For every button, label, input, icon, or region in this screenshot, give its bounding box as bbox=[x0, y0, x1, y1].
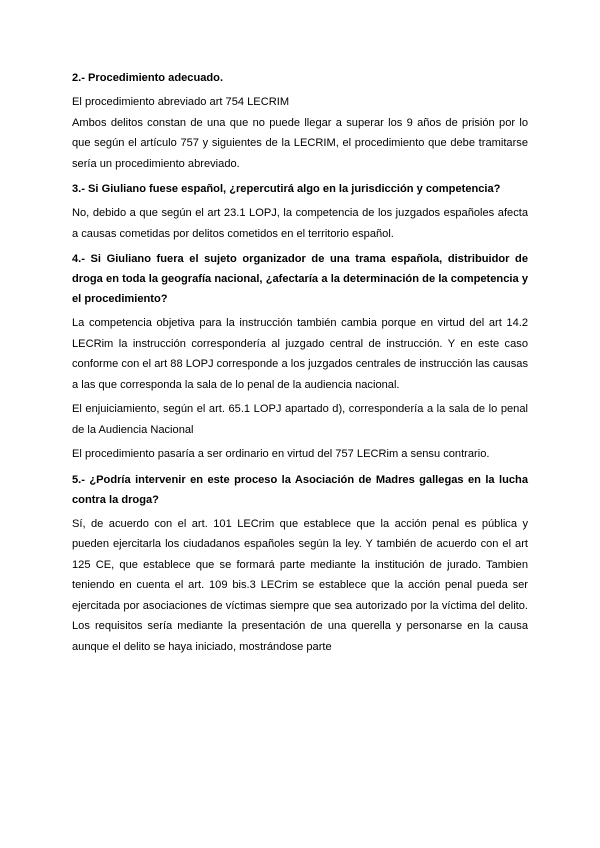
section-2-heading: 2.- Procedimiento adecuado. bbox=[72, 72, 224, 84]
document-body bbox=[72, 68, 528, 657]
section-4-heading: 4.- Si Giuliano fuera el sujeto organizador de una trama española, distribuidor de droga en toda la geografía nacional, ¿afectaría a la determinación de la competencia y el procedimiento? bbox=[72, 253, 528, 305]
section-3-paragraph-1: No, debido a que según el art 23.1 LOPJ, la competencia de los juzgados españoles afecta a causas cometidas por delitos cometidos en el territorio español. bbox=[72, 207, 528, 240]
section-5-heading: 5.- ¿Podría intervenir en este proceso la Asociación de Madres gallegas en la lucha contra la droga? bbox=[72, 473, 528, 506]
section-4-paragraph-1: La competencia objetiva para la instrucción también cambia porque en virtud del art 14.2 LECRim la instrucción correspondería al juzgado central de instrucción. Y en este caso conforme con el art 88 LOPJ corresponde a los juzgados centrales de instrucción las causas a las que corresponda la sala de lo penal de la audiencia nacional. bbox=[72, 317, 528, 391]
section-4-paragraph-3: El procedimiento pasaría a ser ordinario en virtud del 757 LECRim a sensu contrario. bbox=[72, 448, 490, 460]
section-4-paragraph-2: El enjuiciamiento, según el art. 65.1 LOPJ apartado d), correspondería a la sala de lo penal de la Audiencia Nacional bbox=[72, 403, 528, 436]
section-5-paragraph-1: Sí, de acuerdo con el art. 101 LECrim que establece que la acción penal es pública y pueden ejercitarla los ciudadanos españoles según la ley. Y también de acuerdo con el art 125 CE, que establece que se formará parte mediante la institución de jurado. Tambien teniendo en cuenta el art. 109 bis.3 LECrim se establece que la acción penal pueda ser ejercitada por asociaciones de víctimas siempre que sea autorizado por la víctima del delito. Los requisitos sería mediante la presentación de una querella y personarse en la causa aunque el delito se haya iniciado, mostrándose parte bbox=[72, 517, 528, 653]
section-2-paragraph-1: El procedimiento abreviado art 754 LECRIM bbox=[72, 96, 290, 108]
section-2-paragraph-2: Ambos delitos constan de una que no puede llegar a superar los 9 años de prisión por lo que según el artículo 757 y siguientes de la LECRIM, el procedimiento que debe tramitarse sería un procedimiento abreviado. bbox=[72, 116, 528, 170]
section-3-heading: 3.- Si Giuliano fuese español, ¿repercutirá algo en la jurisdicción y competencia? bbox=[72, 183, 501, 195]
